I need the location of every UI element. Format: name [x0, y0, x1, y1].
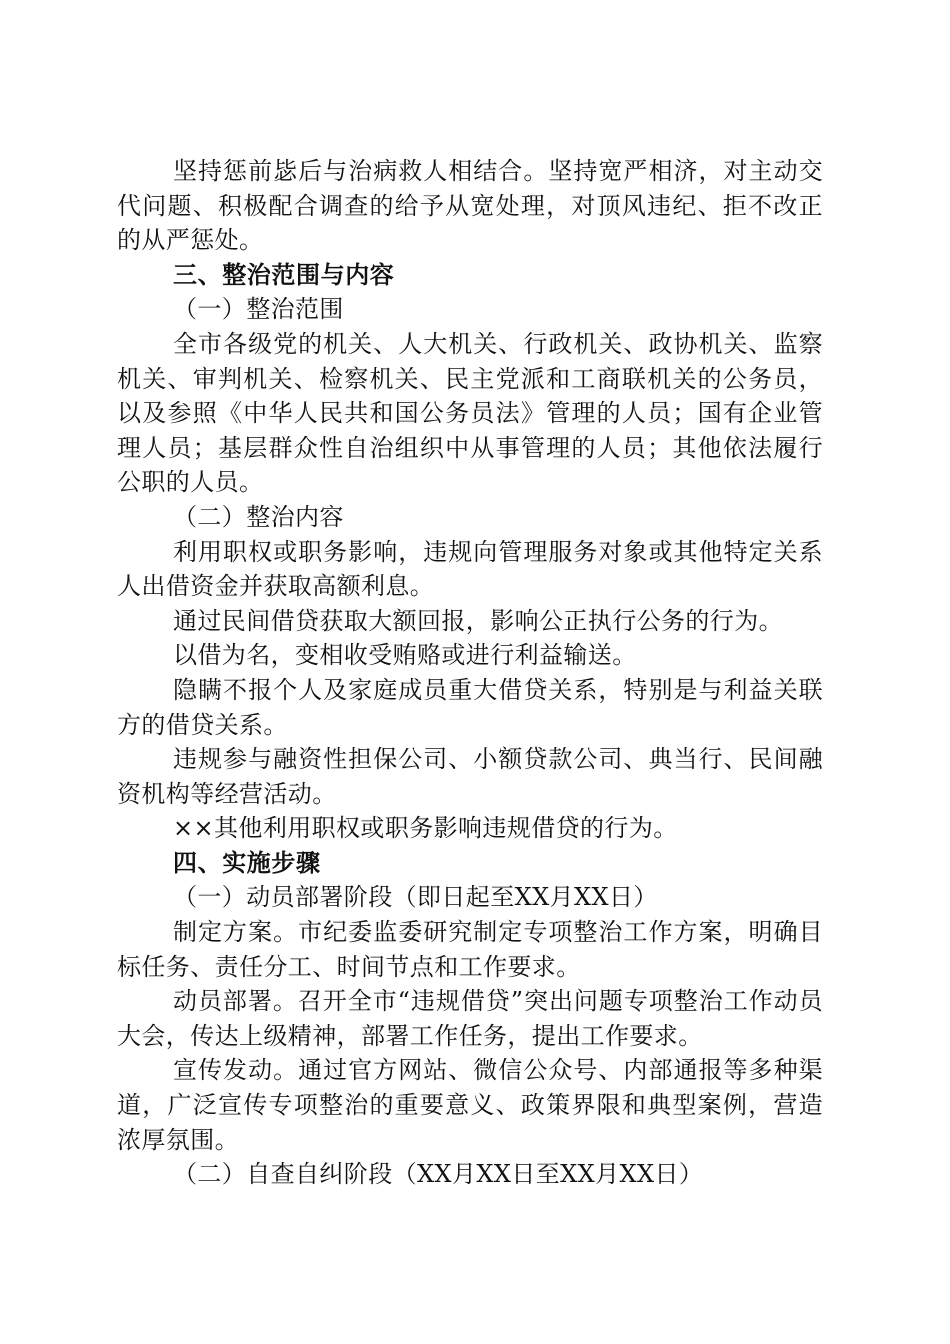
paragraph-scope: 全市各级党的机关、人大机关、行政机关、政协机关、监察机关、审判机关、检察机关、民主党派和工商联机关的公务员，以及参照《中华人民共和国公务员法》管理的人员；国有企业管理人员；基层群众性自治组织中从事管理的人员；其他依法履行公职的人员。 [117, 329, 823, 497]
subheading-content: （二）整治内容 [173, 502, 344, 531]
section-heading-scope: 三、整治范围与内容 [173, 260, 395, 289]
document-page [117, 154, 823, 1192]
paragraph-content-4: 隐瞒不报个人及家庭成员重大借贷关系，特别是与利益关联方的借贷关系。 [117, 675, 823, 739]
paragraph-content-2: 通过民间借贷获取大额回报，影响公正执行公务的行为。 [173, 606, 783, 635]
paragraph-content-5: 违规参与融资性担保公司、小额贷款公司、典当行、民间融资机构等经营活动。 [117, 745, 823, 808]
paragraph-plan: 制定方案。市纪委监委研究制定专项整治工作方案，明确目标任务、责任分工、时间节点和工作要求。 [117, 918, 823, 981]
subheading-mobilization: （一）动员部署阶段（即日起至XX月XX日） [173, 883, 658, 912]
subheading-scope: （一）整治范围 [173, 295, 344, 324]
paragraph-mobilize: 动员部署。召开全市“违规借贷”突出问题专项整治工作动员大会，传达上级精神，部署工作任务，提出工作要求。 [117, 987, 823, 1050]
paragraph-content-3: 以借为名，变相收受贿赂或进行利益输送。 [173, 641, 637, 670]
section-heading-steps: 四、实施步骤 [173, 848, 321, 877]
subheading-self-check: （二）自查自纠阶段（XX月XX日至XX月XX日） [173, 1160, 704, 1189]
paragraph-publicity: 宣传发动。通过官方网站、微信公众号、内部通报等多种渠道，广泛宣传专项整治的重要意义、政策界限和典型案例，营造浓厚氛围。 [117, 1056, 823, 1154]
paragraph-content-1: 利用职权或职务影响，违规向管理服务对象或其他特定关系人出借资金并获取高额利息。 [117, 537, 823, 601]
paragraph-principle: 坚持惩前毖后与治病救人相结合。坚持宽严相济，对主动交代问题、积极配合调查的给予从宽处理，对顶风违纪、拒不改正的从严惩处。 [117, 157, 823, 255]
paragraph-content-6: ××其他利用职权或职务影响违规借贷的行为。 [173, 814, 678, 843]
